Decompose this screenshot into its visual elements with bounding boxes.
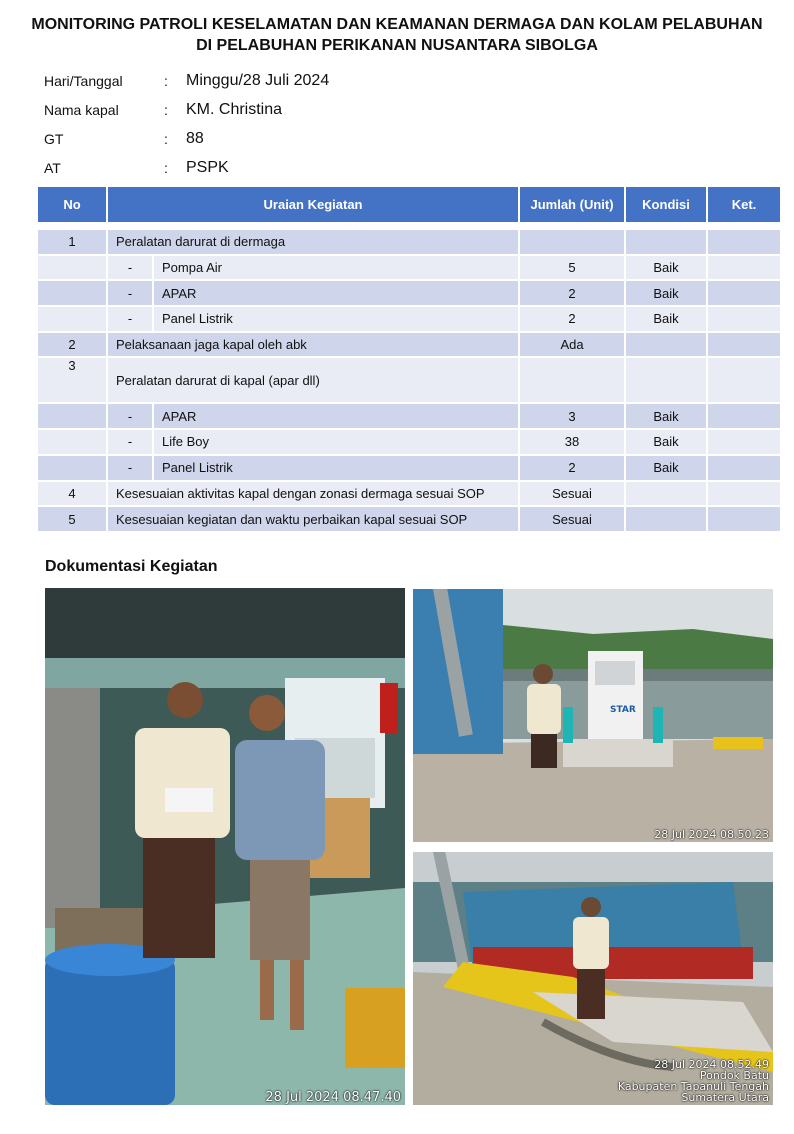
table-row bbox=[37, 332, 781, 358]
cell-jumlah: Ada bbox=[519, 332, 625, 358]
title-line-1: MONITORING PATROLI KESELAMATAN DAN KEAMANAN DERMAGA DAN KOLAM PELABUHAN bbox=[31, 16, 763, 33]
photo-harbor-pump bbox=[413, 589, 773, 842]
meta-value: Minggu/28 Juli 2024 bbox=[186, 71, 330, 89]
photo-cabin-inspection bbox=[45, 588, 405, 1105]
table-row bbox=[37, 455, 781, 481]
cell-jumlah: 3 bbox=[519, 403, 625, 429]
cell-item: Pelaksanaan jaga kapal oleh abk bbox=[107, 332, 519, 358]
cell-item: Kesesuaian aktivitas kapal dengan zonasi dermaga sesuai SOP bbox=[107, 481, 519, 507]
cell-item: Peralatan darurat di kapal (apar dll) bbox=[107, 357, 519, 403]
pump-sign: STAR bbox=[610, 705, 636, 715]
meta-row-gt bbox=[44, 124, 329, 153]
table-row bbox=[37, 506, 781, 532]
cell-no: 3 bbox=[37, 357, 107, 403]
stamp-place: Pondok Batu bbox=[699, 1069, 769, 1082]
meta-value: 88 bbox=[186, 129, 204, 147]
table-row bbox=[37, 429, 781, 455]
table-row bbox=[37, 229, 781, 255]
title-line-2: DI PELABUHAN PERIKANAN NUSANTARA SIBOLGA bbox=[196, 37, 598, 54]
cell-ket bbox=[707, 429, 781, 455]
meta-row-at bbox=[44, 153, 329, 182]
cell-ket bbox=[707, 280, 781, 306]
harbor-photo-illustration bbox=[413, 589, 773, 842]
meta-row-ship-name bbox=[44, 95, 329, 124]
cell-kondisi: Baik bbox=[625, 429, 707, 455]
cell-no bbox=[37, 280, 107, 306]
meta-label: Hari/Tanggal bbox=[44, 72, 123, 89]
cell-ket bbox=[707, 506, 781, 532]
cell-jumlah: 2 bbox=[519, 306, 625, 332]
meta-colon: : bbox=[164, 130, 168, 147]
cell-no: 4 bbox=[37, 481, 107, 507]
cell-dash: - bbox=[107, 403, 153, 429]
cell-no: 2 bbox=[37, 332, 107, 358]
cell-kondisi bbox=[625, 332, 707, 358]
table-row bbox=[37, 280, 781, 306]
header-kondisi: Kondisi bbox=[625, 186, 707, 223]
meta-label: GT bbox=[44, 130, 64, 147]
cell-kondisi: Baik bbox=[625, 306, 707, 332]
cell-item: Life Boy bbox=[153, 429, 519, 455]
cell-item: Panel Listrik bbox=[153, 306, 519, 332]
meta-colon: : bbox=[164, 101, 168, 118]
cell-ket bbox=[707, 357, 781, 403]
table-row bbox=[37, 255, 781, 281]
meta-colon: : bbox=[164, 72, 168, 89]
photo-location-stamp bbox=[618, 1059, 769, 1103]
cell-kondisi: Baik bbox=[625, 255, 707, 281]
cell-item: APAR bbox=[153, 280, 519, 306]
cell-kondisi bbox=[625, 229, 707, 255]
cell-no bbox=[37, 403, 107, 429]
cell-ket bbox=[707, 403, 781, 429]
patrol-table bbox=[36, 185, 782, 533]
cell-dash: - bbox=[107, 429, 153, 455]
cell-ket bbox=[707, 306, 781, 332]
cabin-photo-illustration bbox=[45, 588, 405, 1105]
cell-kondisi: Baik bbox=[625, 280, 707, 306]
cell-item: Kesesuaian kegiatan dan waktu perbaikan kapal sesuai SOP bbox=[107, 506, 519, 532]
cell-jumlah bbox=[519, 229, 625, 255]
stamp-datetime: 28 Jul 2024 08.52.49 bbox=[654, 1058, 769, 1071]
table-row bbox=[37, 357, 781, 403]
cell-jumlah bbox=[519, 357, 625, 403]
cell-item: Peralatan darurat di dermaga bbox=[107, 229, 519, 255]
meta-label: Nama kapal bbox=[44, 101, 119, 118]
cell-no bbox=[37, 255, 107, 281]
cell-no: 1 bbox=[37, 229, 107, 255]
cell-item: Pompa Air bbox=[153, 255, 519, 281]
meta-row-date bbox=[44, 66, 329, 95]
cell-jumlah: 38 bbox=[519, 429, 625, 455]
meta-value: PSPK bbox=[186, 158, 229, 176]
cell-jumlah: 5 bbox=[519, 255, 625, 281]
stamp-regency: Kabupaten Tapanuli Tengah bbox=[617, 1080, 769, 1093]
cell-ket bbox=[707, 481, 781, 507]
header-jumlah: Jumlah (Unit) bbox=[519, 186, 625, 223]
header-no: No bbox=[37, 186, 107, 223]
cell-ket bbox=[707, 229, 781, 255]
cell-no bbox=[37, 306, 107, 332]
document-title bbox=[0, 14, 794, 56]
cell-no: 5 bbox=[37, 506, 107, 532]
cell-dash: - bbox=[107, 455, 153, 481]
cell-no bbox=[37, 429, 107, 455]
meta-colon: : bbox=[164, 159, 168, 176]
cell-dash: - bbox=[107, 280, 153, 306]
cell-no bbox=[37, 455, 107, 481]
cell-dash: - bbox=[107, 306, 153, 332]
table-header-row bbox=[37, 186, 781, 223]
photo-timestamp: 28 Jul 2024 08.47.40 bbox=[265, 1090, 401, 1105]
table-row bbox=[37, 306, 781, 332]
cell-ket bbox=[707, 255, 781, 281]
cell-item: APAR bbox=[153, 403, 519, 429]
cell-jumlah: 2 bbox=[519, 280, 625, 306]
cell-kondisi: Baik bbox=[625, 455, 707, 481]
cell-kondisi bbox=[625, 481, 707, 507]
table-row bbox=[37, 403, 781, 429]
cell-jumlah: Sesuai bbox=[519, 481, 625, 507]
meta-value: KM. Christina bbox=[186, 100, 283, 118]
cell-jumlah: 2 bbox=[519, 455, 625, 481]
cell-kondisi bbox=[625, 357, 707, 403]
cell-dash: - bbox=[107, 255, 153, 281]
cell-jumlah: Sesuai bbox=[519, 506, 625, 532]
stamp-province: Sumatera Utara bbox=[681, 1091, 769, 1104]
meta-label: AT bbox=[44, 159, 61, 176]
vessel-info bbox=[44, 66, 329, 182]
cell-ket bbox=[707, 332, 781, 358]
cell-item: Panel Listrik bbox=[153, 455, 519, 481]
cell-ket bbox=[707, 455, 781, 481]
cell-kondisi bbox=[625, 506, 707, 532]
table-row bbox=[37, 481, 781, 507]
photo-dock-boat bbox=[413, 852, 773, 1105]
documentation-title: Dokumentasi Kegiatan bbox=[45, 558, 218, 575]
header-uraian: Uraian Kegiatan bbox=[107, 186, 519, 223]
photo-timestamp: 28 Jul 2024 08.50.23 bbox=[654, 828, 769, 841]
header-ket: Ket. bbox=[707, 186, 781, 223]
cell-kondisi: Baik bbox=[625, 403, 707, 429]
